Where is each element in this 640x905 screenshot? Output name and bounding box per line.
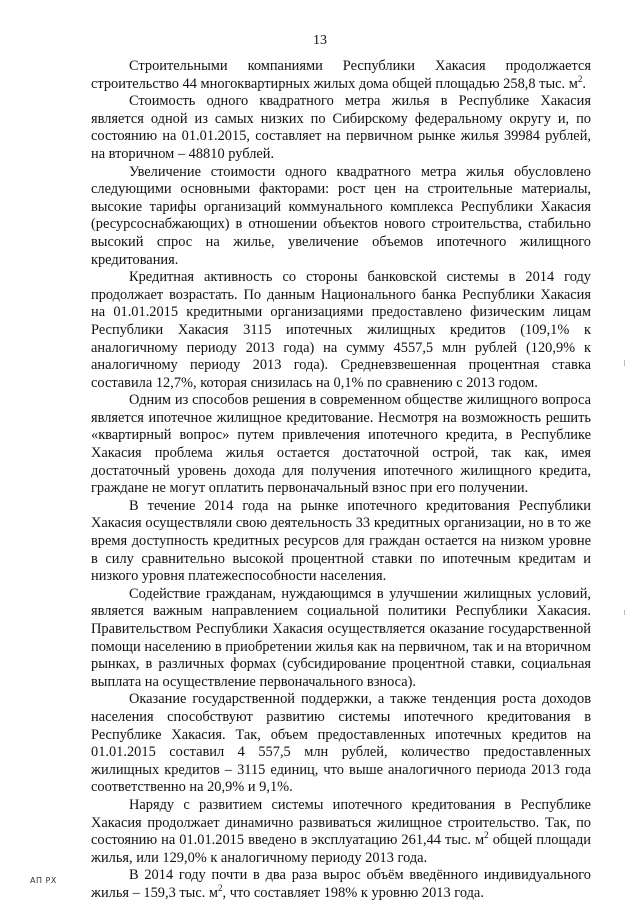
paragraph-state-support: Оказание государственной поддержки, а также тенденция роста доходов населения способствуют развитию системы ипотечного кредитования в Республике Хакасия. Так, объем предоставленных ипотечных кредитов на 01.01.2015 составил 4 557,5 млн рублей, количество предоставленных жилищных кредитов – 3115 единиц, что выше аналогичного периода 2013 года соответственно на 20,9% и 9,1%. (91, 691, 591, 796)
paragraph-price-per-sqm: Стоимость одного квадратного метра жилья в Республике Хакасия является одной из самых низких по Сибирскому федеральному округу и, по состоянию на 01.01.2015, составляет на первичном рынке жилья 39984 рублей, на вторичном – 48810 рублей. (91, 93, 591, 162)
paragraph-housing-construction: Наряду с развитием системы ипотечного кредитования в Республике Хакасия продолжает динамично развиваться жилищное строительство. Так, по состоянию на 01.01.2015 введено в эксплуатацию 261,44 тыс. $м^2$ общей площади жилья, или 129,0% к аналогичному периоду 2013 года. (91, 796, 591, 866)
scan-artifact (624, 610, 625, 615)
paragraph-credit-activity: Кредитная активность со стороны банковской системы в 2014 году продолжает возрастать. По данным Национального банка Республики Хакасия на 01.01.2015 кредитными организациями предоставлено физическим лицам Республики Хакасия 3115 ипотечных жилищных кредитов (109,1% к аналогичному периоду 2013 года) на сумму 4557,5 млн рублей (120,9% к аналогичному периоду 2013 года). Средневзвешенная процентная ставка составила 12,7%, которая снизилась на 0,1% по сравнению с 2013 годом. (91, 269, 591, 391)
document-body (91, 58, 591, 903)
footer-stamp: АП РХ (30, 876, 57, 885)
scan-artifact (624, 360, 625, 366)
paragraph-mortgage-solution: Одним из способов решения в современном обществе жилищного вопроса является ипотечное жилищное кредитование. Несмотря на возможность решить «квартирный вопрос» путем привлечения ипотечного кредита, в Республике Хакасия проблема жилья остается достаточной острой, так как, имея достаточный уровень дохода для получения ипотечного жилищного кредита, граждане не могут оплатить первоначальный взнос при его получении. (91, 392, 591, 497)
paragraph-individual-housing: В 2014 году почти в два раза вырос объём введённого индивидуального жилья – 159,3 тыс. $м^2$, что составляет 198% к уровню 2013 года. (91, 867, 591, 901)
paragraph-state-assistance: Содействие гражданам, нуждающимся в улучшении жилищных условий, является важным направлением социальной политики Республики Хакасия. Правительством Республики Хакасия осуществляется оказание государственной помощи населению в приобретении жилья как на первичном, так и на вторичном рынках, в различных формах (субсидирование процентной ставки, социальная выплата на осуществление первоначального взноса). (91, 585, 591, 690)
paragraph-mortgage-market-2014: В течение 2014 года на рынке ипотечного кредитования Республики Хакасия осуществляли свою деятельность 33 кредитных организации, но в то же время доступность кредитных ресурсов для граждан остается на низком уровне в силу сравнительно высокой процентной ставки по ипотечным кредитам и низкого уровня платежеспособности населения. (91, 497, 591, 585)
paragraph-construction: Строительными компаниями Республики Хакасия продолжается строительство 44 многоквартирных жилых дома общей площадью 258,8 тыс. $м^2$. (91, 58, 591, 92)
page-number: 13 (313, 33, 327, 48)
paragraph-price-factors: Увеличение стоимости одного квадратного метра жилья обусловлено следующими основными факторами: рост цен на строительные материалы, высокие тарифы организаций коммунального комплекса Республики Хакасия (ресурсоснабжающих) в отношении объектов нового строительства, стабильно высокий спрос на жилье, увеличение объемов ипотечного жилищного кредитования. (91, 163, 591, 268)
